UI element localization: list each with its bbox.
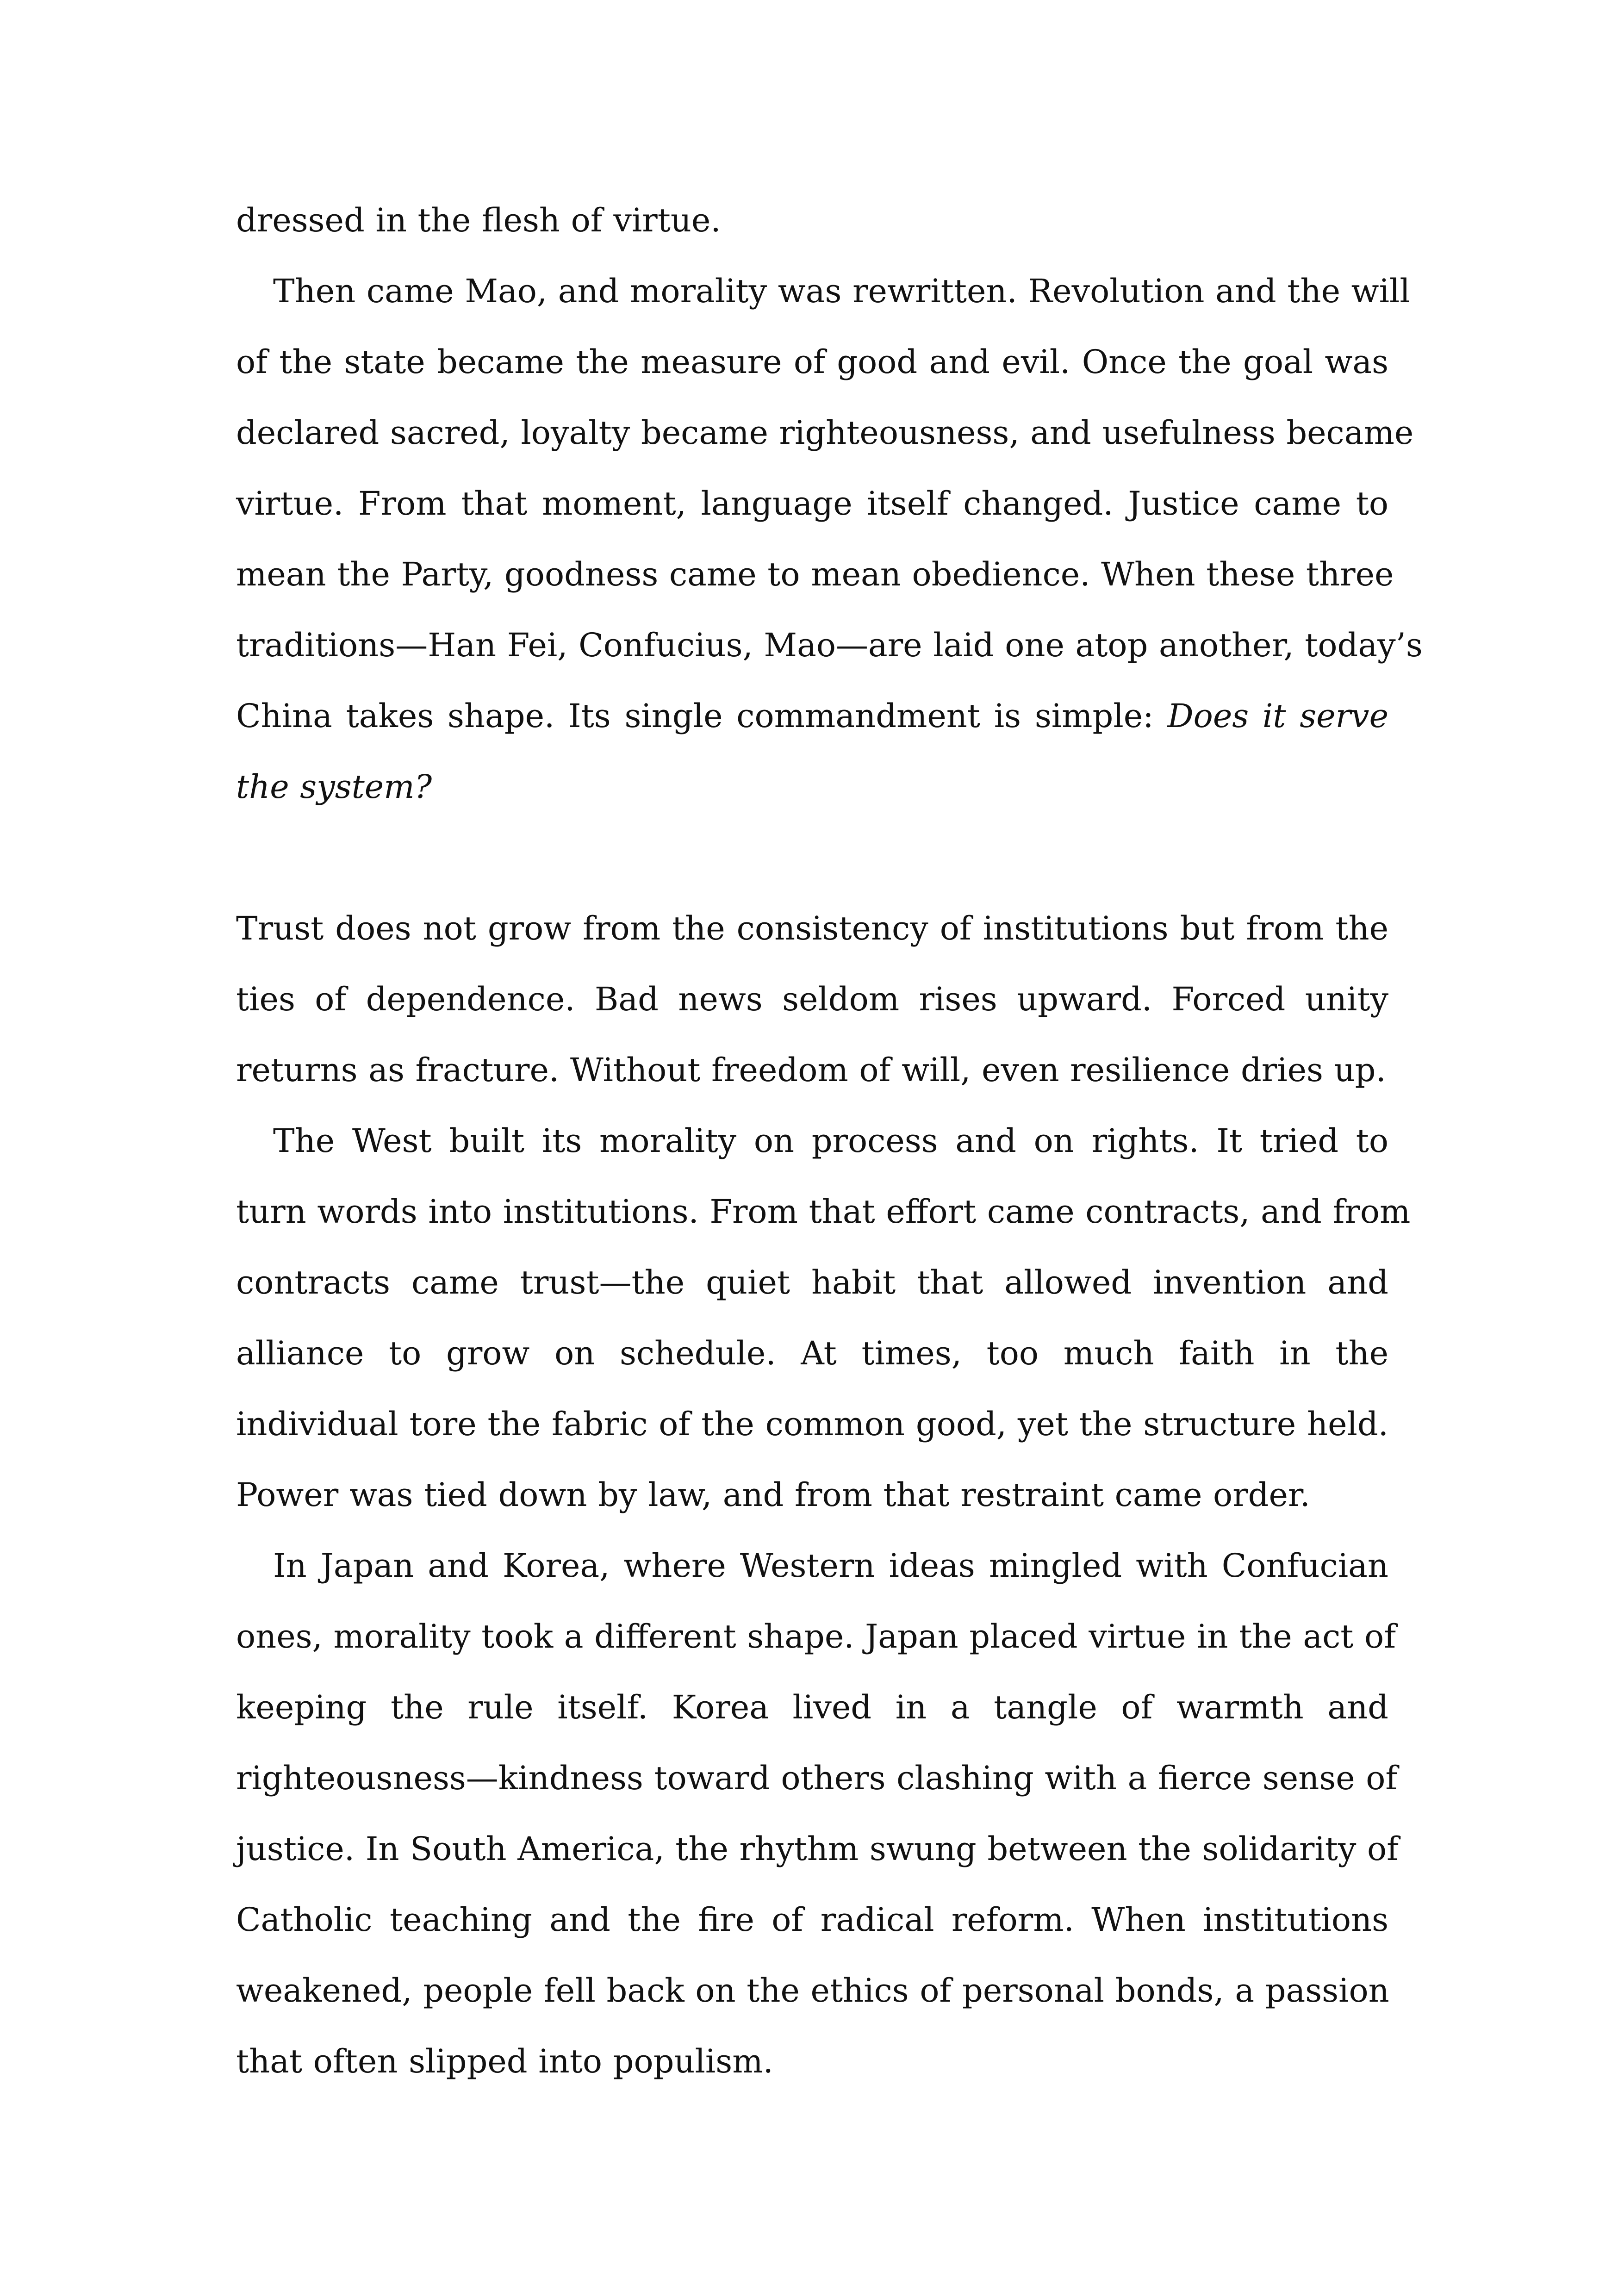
paragraph-gap [236, 822, 1388, 893]
text-line [236, 681, 1388, 752]
text-line: righteousness—kindness toward others clashing with a fierce sense of [236, 1759, 1398, 1797]
text-line: mean the Party, goodness came to mean obedience. When these three [236, 555, 1394, 593]
text-line: Trust does not grow from the consistency of institutions but from the [236, 909, 1388, 947]
text-line: returns as fracture. Without freedom of will, even resilience dries up. [236, 1051, 1386, 1089]
text-line: turn words into institutions. From that effort came contracts, and from [236, 1193, 1411, 1231]
text-line: of the state became the measure of good and evil. Once the goal was [236, 343, 1388, 381]
italic-question-end: the system? [236, 768, 432, 806]
italic-question: Does it serve [1167, 697, 1389, 735]
text-line: Then came Mao, and morality was rewritten. Revolution and the will [273, 272, 1410, 310]
text-line: weakened, people fell back on the ethics of personal bonds, a passion [236, 1972, 1389, 2010]
text-line: virtue. From that moment, language itself changed. Justice came to [236, 485, 1388, 523]
text-line: The West built its morality on process and on rights. It tried to [273, 1122, 1388, 1160]
text-line: dressed in the flesh of virtue. [236, 201, 721, 239]
text-line: Power was tied down by law, and from that restraint came order. [236, 1476, 1310, 1514]
text-line: In Japan and Korea, where Western ideas mingled with Confucian [273, 1547, 1388, 1585]
text-line: traditions—Han Fei, Confucius, Mao—are laid one atop another, today’s [236, 626, 1423, 664]
text-line: Catholic teaching and the fire of radical reform. When institutions [236, 1901, 1388, 1939]
text-segment: China takes shape. Its single commandment is simple: [236, 697, 1154, 735]
body-text [236, 185, 1423, 2097]
text-line: justice. In South America, the rhythm swung between the solidarity of [236, 1830, 1399, 1868]
text-line: contracts came trust—the quiet habit that allowed invention and [236, 1263, 1388, 1301]
text-line: ones, morality took a different shape. Japan placed virtue in the act of [236, 1618, 1396, 1655]
text-line: that often slipped into populism. [236, 2042, 773, 2080]
text-line: ties of dependence. Bad news seldom rises upward. Forced unity [236, 980, 1388, 1018]
text-line: alliance to grow on schedule. At times, too much faith in the [236, 1334, 1388, 1372]
text-line: individual tore the fabric of the common good, yet the structure held. [236, 1405, 1388, 1443]
text-line: keeping the rule itself. Korea lived in a tangle of warmth and [236, 1688, 1388, 1726]
text-line: declared sacred, loyalty became righteousness, and usefulness became [236, 414, 1414, 452]
